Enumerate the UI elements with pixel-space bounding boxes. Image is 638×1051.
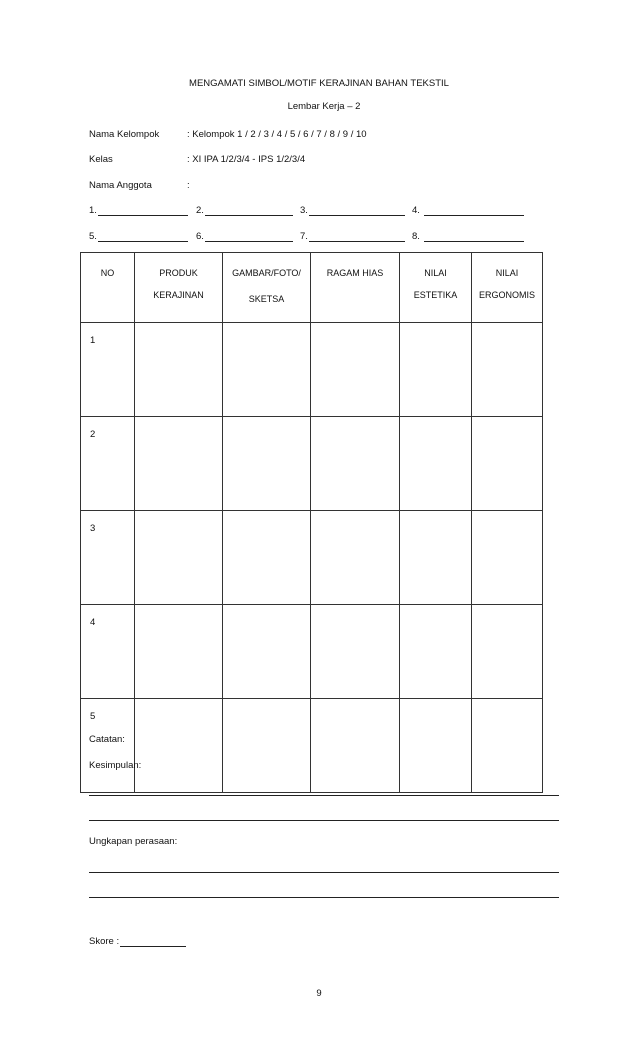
members-label: Nama Anggota bbox=[89, 180, 152, 191]
header-estetika-line1: NILAI bbox=[424, 268, 447, 278]
conclusion-line-2[interactable] bbox=[89, 820, 559, 821]
cell-ergonomis[interactable] bbox=[472, 699, 543, 793]
cell-ergonomis[interactable] bbox=[472, 417, 543, 511]
cell-produk[interactable] bbox=[135, 323, 223, 417]
header-produk bbox=[135, 253, 223, 323]
cell-gambar[interactable] bbox=[223, 417, 311, 511]
row-number: 1 bbox=[81, 323, 135, 417]
cell-estetika[interactable] bbox=[400, 699, 472, 793]
cell-estetika[interactable] bbox=[400, 417, 472, 511]
table-row bbox=[81, 417, 543, 511]
cell-produk[interactable] bbox=[135, 511, 223, 605]
row-number: 3 bbox=[81, 511, 135, 605]
member-7-number: 7. bbox=[300, 231, 308, 242]
header-gambar-line1: GAMBAR/FOTO/ bbox=[232, 268, 301, 278]
cell-gambar[interactable] bbox=[223, 699, 311, 793]
cell-produk[interactable] bbox=[135, 699, 223, 793]
feelings-line-2[interactable] bbox=[89, 897, 559, 898]
header-no bbox=[81, 253, 135, 323]
header-produk-line2: KERAJINAN bbox=[153, 290, 204, 300]
header-gambar bbox=[223, 253, 311, 323]
cell-gambar[interactable] bbox=[223, 511, 311, 605]
member-8-number: 8. bbox=[412, 231, 420, 242]
feelings-label: Ungkapan perasaan: bbox=[89, 836, 178, 847]
member-1-number: 1. bbox=[89, 205, 97, 216]
header-estetika bbox=[400, 253, 472, 323]
cell-gambar[interactable] bbox=[223, 605, 311, 699]
row-number: 2 bbox=[81, 417, 135, 511]
members-colon: : bbox=[187, 180, 190, 191]
cell-ragam[interactable] bbox=[311, 699, 400, 793]
row-number: 4 bbox=[81, 605, 135, 699]
table-row bbox=[81, 605, 543, 699]
member-4-line[interactable] bbox=[424, 215, 524, 216]
cell-ragam[interactable] bbox=[311, 323, 400, 417]
header-estetika-line2: ESTETIKA bbox=[413, 290, 458, 300]
cell-ergonomis[interactable] bbox=[472, 323, 543, 417]
table-row bbox=[81, 323, 543, 417]
cell-ergonomis[interactable] bbox=[472, 511, 543, 605]
header-ragam-line1: RAGAM HIAS bbox=[326, 268, 384, 278]
group-label: Nama Kelompok bbox=[89, 129, 160, 140]
score-label: Skore : bbox=[89, 936, 120, 947]
feelings-line-1[interactable] bbox=[89, 872, 559, 873]
member-6-line[interactable] bbox=[205, 241, 293, 242]
table-header-row bbox=[81, 253, 543, 323]
row-number: 5 bbox=[81, 699, 135, 793]
member-4-number: 4. bbox=[412, 205, 420, 216]
cell-ragam[interactable] bbox=[311, 605, 400, 699]
header-no-line1: NO bbox=[100, 268, 115, 278]
observation-table bbox=[80, 252, 543, 793]
cell-produk[interactable] bbox=[135, 605, 223, 699]
cell-estetika[interactable] bbox=[400, 323, 472, 417]
header-ragam bbox=[311, 253, 400, 323]
member-6-number: 6. bbox=[196, 231, 204, 242]
member-7-line[interactable] bbox=[309, 241, 405, 242]
member-2-line[interactable] bbox=[205, 215, 293, 216]
cell-produk[interactable] bbox=[135, 417, 223, 511]
page-title: MENGAMATI SIMBOL/MOTIF KERAJINAN BAHAN TEKSTIL bbox=[189, 78, 449, 89]
member-8-line[interactable] bbox=[424, 241, 524, 242]
worksheet-subtitle: Lembar Kerja – 2 bbox=[287, 101, 361, 112]
header-gambar-line2: SKETSA bbox=[248, 294, 285, 304]
page-number: 9 bbox=[316, 988, 322, 999]
table-row bbox=[81, 699, 543, 793]
header-produk-line1: PRODUK bbox=[159, 268, 198, 278]
cell-gambar[interactable] bbox=[223, 323, 311, 417]
member-3-line[interactable] bbox=[309, 215, 405, 216]
member-2-number: 2. bbox=[196, 205, 204, 216]
cell-ragam[interactable] bbox=[311, 417, 400, 511]
header-ergonomis-line1: NILAI bbox=[495, 268, 519, 278]
notes-label: Catatan: bbox=[89, 734, 125, 745]
member-3-number: 3. bbox=[300, 205, 308, 216]
cell-estetika[interactable] bbox=[400, 605, 472, 699]
header-ergonomis bbox=[472, 253, 543, 323]
conclusion-label: Kesimpulan: bbox=[89, 760, 142, 771]
member-5-line[interactable] bbox=[98, 241, 188, 242]
cell-ergonomis[interactable] bbox=[472, 605, 543, 699]
score-line[interactable] bbox=[120, 946, 186, 947]
member-5-number: 5. bbox=[89, 231, 97, 242]
cell-estetika[interactable] bbox=[400, 511, 472, 605]
table-row bbox=[81, 511, 543, 605]
class-label: Kelas bbox=[89, 154, 113, 165]
cell-ragam[interactable] bbox=[311, 511, 400, 605]
group-value: : Kelompok 1 / 2 / 3 / 4 / 5 / 6 / 7 / 8 / 9 / 10 bbox=[187, 129, 367, 140]
member-1-line[interactable] bbox=[98, 215, 188, 216]
header-ergonomis-line2: ERGONOMIS bbox=[478, 290, 535, 300]
conclusion-line-1[interactable] bbox=[89, 795, 559, 796]
class-value: : XI IPA 1/2/3/4 - IPS 1/2/3/4 bbox=[187, 154, 306, 165]
